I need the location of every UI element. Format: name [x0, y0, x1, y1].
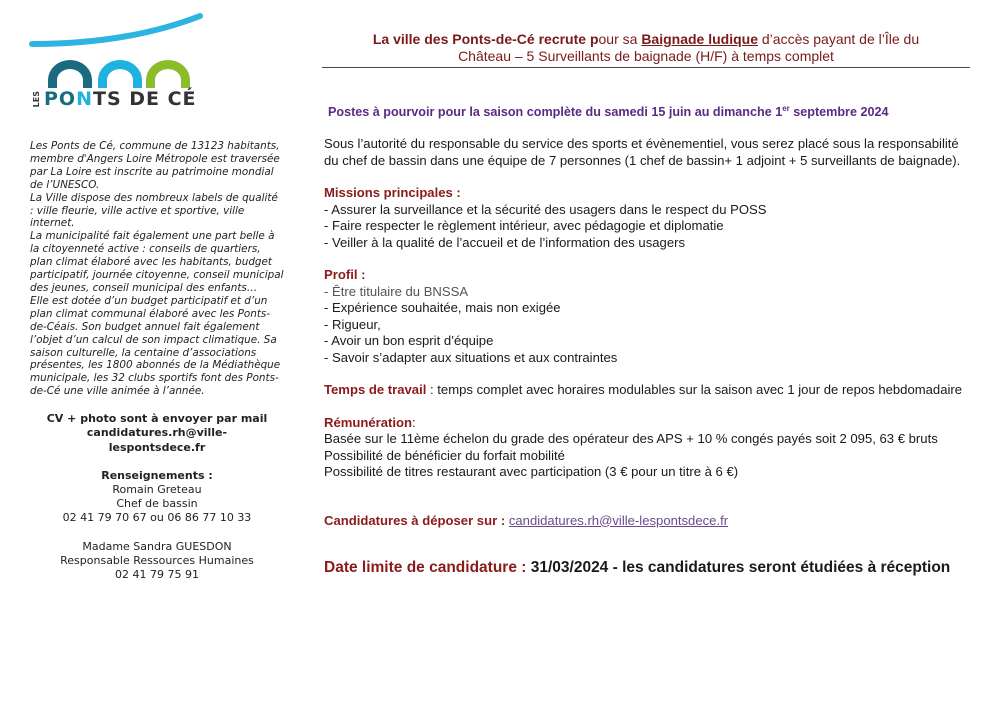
remuneration-section	[324, 415, 974, 481]
remuneration-item: Possibilité de bénéficier du forfait mobilité	[324, 447, 565, 463]
mission-item: - Faire respecter le règlement intérieur, avec pédagogie et diplomatie	[324, 218, 724, 233]
contact2-role: Responsable Ressources Humaines	[60, 553, 254, 567]
logo-arch-green	[146, 60, 190, 88]
logo-wordmark	[32, 88, 197, 110]
profil-heading: Profil :	[324, 267, 366, 282]
profil-item: - Expérience souhaitée, mais non exigée	[324, 300, 561, 315]
logo-po: PO	[44, 88, 77, 110]
logo-rest: TS DE CÉ	[92, 88, 197, 110]
page-title	[322, 31, 970, 65]
renseignements-heading: Renseignements :	[101, 468, 213, 482]
city-description	[30, 140, 284, 398]
intro-paragraph: Sous l’autorité du responsable du service des sports et évènementiel, vous serez placé sous la responsabilité du chef de bassin dans une équipe de 7 personnes (1 chef de bassin+ 1 adjoint + 5 surveillants de baignade).	[324, 136, 961, 168]
season-text: Postes à pourvoir pour la saison complète du samedi 15 juin au dimanche 1	[328, 105, 783, 120]
logo-les: LES	[32, 91, 41, 108]
job-details	[324, 136, 974, 577]
contact2-phone: 02 41 79 75 91	[115, 567, 199, 581]
cv-email-line1[interactable]: candidatures.rh@ville-	[86, 426, 228, 440]
contact1-name: Romain Greteau	[112, 482, 202, 496]
contact1-phone: 02 41 79 70 67 ou 06 86 77 10 33	[62, 511, 252, 525]
mission-item: - Veiller à la qualité de l’accueil et de l’information des usagers	[324, 234, 686, 250]
deadline-label: Date limite de candidature :	[324, 559, 527, 576]
title-baignade-ludique: Baignade ludique	[641, 31, 758, 47]
season-sup: er	[782, 104, 790, 113]
deadline-section	[324, 558, 974, 577]
header-divider	[322, 67, 970, 68]
remuneration-colon: :	[412, 414, 416, 430]
title-part4: d’accès payant de l’Île du	[758, 31, 920, 47]
logo-wave	[32, 16, 200, 44]
season-text-end: septembre 2024	[789, 105, 889, 120]
city-description-paragraph: Les Ponts de Cé, commune de 13123 habitants, membre d'Angers Loire Métropole est traversée par La Loire est inscrite au patrimoine mondial de l’UNESCO.	[30, 140, 280, 191]
remuneration-heading: Rémunération	[324, 414, 413, 430]
city-description-paragraph: Elle est dotée d’un budget participatif et d’un plan climat communal élaboré avec les Ponts-de-Céais. Son budget annuel fait également l’objet d’un calcul de son impact climatique. Sa saison culturelle, la centaine d’associations présentes, les 1800 abonnés de la Médiathèque municipale, les 32 clubs sportifs font des Ponts-de-Cé une ville animée à l’année.	[30, 294, 281, 398]
logo-arch-teal	[48, 60, 92, 88]
title-line2: Château – 5 Surveillants de baignade (H/F) à temps complet	[458, 48, 834, 64]
contact-block	[30, 412, 284, 582]
profil-item: - Être titulaire du BNSSA	[324, 283, 469, 299]
deadline-text: 31/03/2024 - les candidatures seront étudiées à réception	[526, 559, 951, 576]
remuneration-item: Basée sur le 11ème échelon du grade des opérateur des APS + 10 % congés payés soit 2 095, 63 € bruts	[324, 431, 938, 446]
temps-text: : temps complet avec horaires modulables sur la saison avec 1 jour de repos hebdomadaire	[426, 382, 963, 397]
title-part1: La ville des Ponts-de-Cé recrute p	[372, 31, 599, 47]
candidatures-email-link[interactable]: candidatures.rh@ville-lespontsdece.fr	[508, 512, 729, 528]
remuneration-item: Possibilité de titres restaurant avec participation (3 € pour un titre à 6 €)	[324, 464, 739, 479]
logo-arch-cyan	[98, 60, 142, 88]
temps-section	[324, 382, 974, 399]
sidebar	[30, 140, 284, 582]
missions-heading: Missions principales :	[324, 185, 461, 200]
cv-email-line2[interactable]: lespontsdece.fr	[108, 440, 206, 454]
mission-item: - Assurer la surveillance et la sécurité des usagers dans le respect du POSS	[324, 201, 767, 217]
city-description-paragraph: La Ville dispose des nombreux labels de qualité : ville fleurie, ville active et sportive, ville internet.	[30, 191, 278, 230]
city-description-paragraph: La municipalité fait également une part belle à la citoyenneté active : conseils de quartiers, plan climat élaboré avec les habitants, budget participatif, journée citoyenne, conseil municipal des jeunes, conseil municipal des enfants…	[30, 230, 284, 294]
title-part2: our sa	[598, 31, 642, 47]
profil-item: - Avoir un bon esprit d’équipe	[324, 333, 494, 348]
profil-item: - Savoir s’adapter aux situations et aux contraintes	[324, 349, 618, 365]
temps-heading: Temps de travail	[324, 382, 427, 397]
cv-instruction: CV + photo sont à envoyer par mail	[46, 412, 268, 426]
candidatures-label: Candidatures à déposer sur :	[324, 512, 506, 528]
profil-section	[324, 267, 974, 366]
season-dates	[328, 104, 888, 119]
missions-section	[324, 185, 974, 251]
contact1-role: Chef de bassin	[116, 497, 198, 511]
profil-item: - Rigueur,	[324, 316, 381, 332]
logo-arches-graphic	[28, 10, 208, 90]
candidatures-section	[324, 513, 974, 530]
logo-n: N	[76, 88, 93, 110]
contact2-name: Madame Sandra GUESDON	[82, 539, 232, 553]
